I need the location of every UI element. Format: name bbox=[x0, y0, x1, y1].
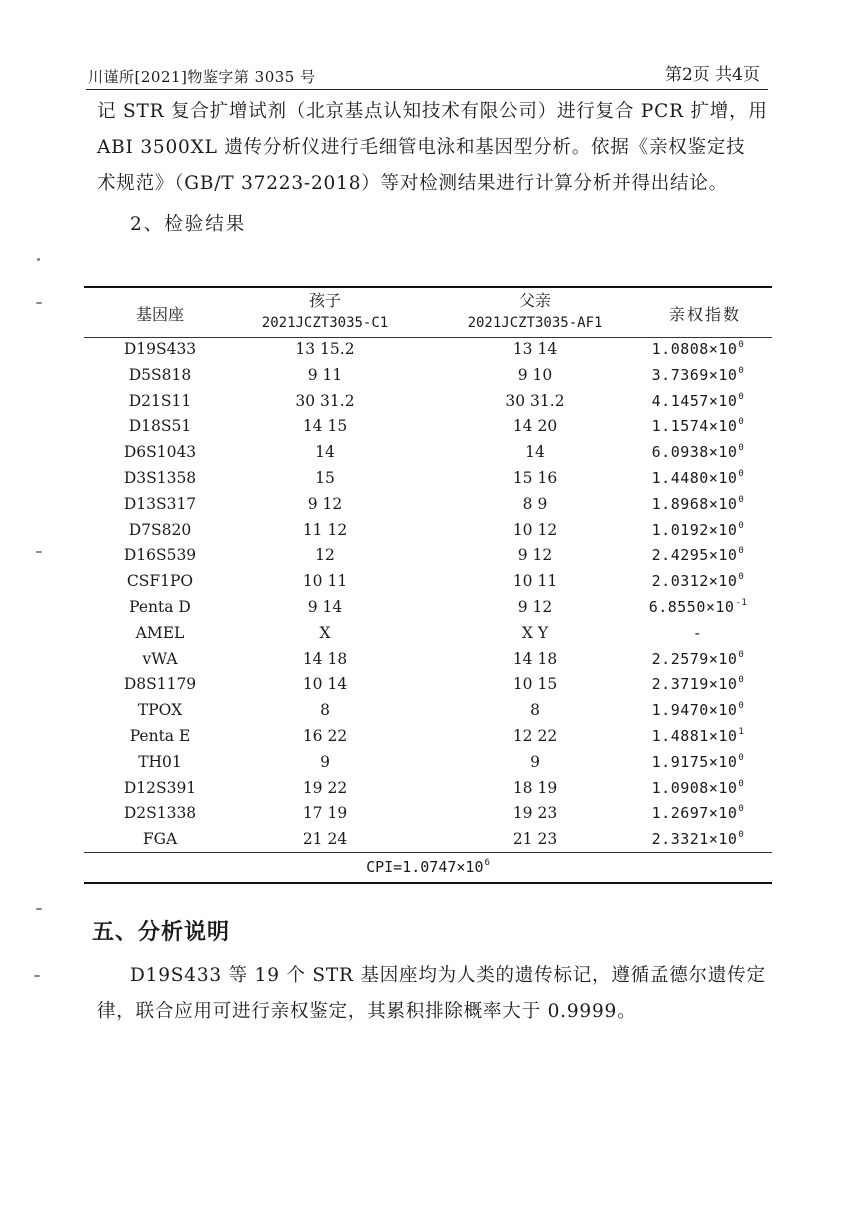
table-row bbox=[84, 672, 772, 698]
child-alleles-cell: X bbox=[319, 623, 331, 642]
father-alleles-cell: 9 12 bbox=[517, 546, 553, 565]
column-header-paternity-index: 亲权指数 bbox=[668, 305, 741, 324]
results-table-body bbox=[84, 337, 772, 853]
locus-cell: TH01 bbox=[138, 752, 182, 771]
methods-line-2: ABI 3500XL 遗传分析仪进行毛细管电泳和基因型分析。依据《亲权鉴定技 bbox=[97, 137, 746, 158]
father-alleles-cell: 14 18 bbox=[512, 649, 558, 668]
father-alleles-cell: 9 12 bbox=[517, 597, 553, 616]
paternity-index-cell: - bbox=[692, 623, 703, 642]
scan-speck bbox=[37, 258, 40, 261]
child-alleles-cell: 21 24 bbox=[302, 830, 348, 849]
locus-cell: D7S820 bbox=[128, 520, 192, 539]
paternity-index-cell: $6.8550\times 10^{-1}$ bbox=[648, 597, 748, 616]
column-header-child bbox=[250, 290, 400, 334]
father-alleles-cell: 10 11 bbox=[512, 572, 558, 591]
results-subheading: 2、检验结果 bbox=[130, 214, 247, 235]
table-row bbox=[84, 827, 772, 853]
table-row bbox=[84, 466, 772, 492]
scan-speck bbox=[36, 302, 42, 304]
table-row bbox=[84, 621, 772, 647]
table-row bbox=[84, 569, 772, 595]
table-row bbox=[84, 595, 772, 621]
father-alleles-cell: 13 14 bbox=[512, 340, 558, 358]
child-alleles-cell: 17 19 bbox=[302, 804, 348, 823]
locus-cell: D8S1179 bbox=[123, 675, 197, 694]
analysis-line-1: D19S433 等 19 个 STR 基因座均为人类的遗传标记，遵循孟德尔遗传定 bbox=[130, 965, 766, 986]
table-row bbox=[84, 363, 772, 389]
father-alleles-cell: 9 10 bbox=[517, 365, 553, 384]
paternity-index-cell: $1.1574\times 10^0$ bbox=[651, 417, 745, 436]
paternity-index-cell: $1.2697\times 10^0$ bbox=[651, 804, 745, 823]
column-header-locus: 基因座 bbox=[135, 305, 184, 324]
table-row bbox=[84, 337, 772, 363]
paternity-index-cell: $2.0312\times 10^0$ bbox=[651, 572, 745, 591]
child-alleles-cell: 14 18 bbox=[302, 649, 348, 668]
scan-speck bbox=[36, 908, 42, 910]
father-alleles-cell: 14 bbox=[525, 443, 545, 462]
table-row bbox=[84, 492, 772, 518]
table-row bbox=[84, 440, 772, 466]
father-alleles-cell: 19 23 bbox=[512, 804, 558, 823]
child-alleles-cell: 15 bbox=[315, 468, 335, 487]
locus-cell: D12S391 bbox=[123, 778, 197, 797]
paternity-index-cell: $1.0808\times 10^0$ bbox=[651, 340, 745, 358]
document-number: 川谨所[2021]物鉴字第 3035 号 bbox=[88, 68, 316, 86]
table-row bbox=[84, 543, 772, 569]
locus-cell: Penta E bbox=[129, 726, 191, 745]
locus-cell: D6S1043 bbox=[123, 443, 197, 462]
locus-cell: AMEL bbox=[135, 623, 185, 642]
child-alleles-cell: 9 12 bbox=[307, 494, 343, 513]
locus-cell: D2S1338 bbox=[123, 804, 197, 823]
child-alleles-cell: 14 15 bbox=[302, 417, 348, 436]
paternity-index-cell: $1.9470\times 10^0$ bbox=[651, 701, 745, 720]
paternity-index-cell: $1.9175\times 10^0$ bbox=[651, 752, 745, 771]
child-alleles-cell: 9 14 bbox=[307, 597, 343, 616]
paternity-index-cell: $1.0908\times 10^0$ bbox=[651, 778, 745, 797]
methods-line-3: 术规范》（GB/T 37223-2018）等对检测结果进行计算分析并得出结论。 bbox=[97, 173, 728, 194]
paternity-index-cell: $3.7369\times 10^0$ bbox=[651, 365, 745, 384]
table-row bbox=[84, 647, 772, 673]
locus-cell: D19S433 bbox=[123, 340, 197, 358]
analysis-line-2: 律，联合应用可进行亲权鉴定，其累积排除概率大于 0.9999。 bbox=[97, 1001, 637, 1022]
paternity-index-cell: $4.1457\times 10^0$ bbox=[651, 391, 745, 410]
analysis-section-heading: 五、分析说明 bbox=[92, 920, 231, 945]
paternity-index-cell: $2.3321\times 10^0$ bbox=[651, 830, 745, 849]
child-alleles-cell: 8 bbox=[320, 701, 330, 720]
paternity-index-cell: $1.8968\times 10^0$ bbox=[651, 494, 745, 513]
locus-cell: D21S11 bbox=[128, 391, 192, 410]
father-alleles-cell: 18 19 bbox=[512, 778, 558, 797]
father-alleles-cell: 10 12 bbox=[512, 520, 558, 539]
locus-cell: D5S818 bbox=[128, 365, 192, 384]
paternity-index-cell: $2.3719\times 10^0$ bbox=[651, 675, 745, 694]
methods-line-1: 记 STR 复合扩增试剂（北京基点认知技术有限公司）进行复合 PCR 扩增，用 bbox=[97, 101, 768, 122]
paternity-index-cell: $2.2579\times 10^0$ bbox=[651, 649, 745, 668]
table-row bbox=[84, 801, 772, 827]
father-alleles-cell: 10 15 bbox=[512, 675, 558, 694]
child-alleles-cell: 10 14 bbox=[302, 675, 348, 694]
child-alleles-cell: 9 bbox=[320, 752, 330, 771]
table-row bbox=[84, 776, 772, 802]
father-alleles-cell: 8 9 bbox=[522, 494, 548, 513]
father-alleles-cell: 21 23 bbox=[512, 830, 558, 849]
table-bottom-rule bbox=[84, 882, 772, 884]
table-row bbox=[84, 724, 772, 750]
table-row bbox=[84, 518, 772, 544]
table-row bbox=[84, 414, 772, 440]
child-alleles-cell: 9 11 bbox=[307, 365, 343, 384]
child-role-label: 孩子 bbox=[308, 291, 341, 310]
locus-cell: D13S317 bbox=[123, 494, 197, 513]
father-alleles-cell: X Y bbox=[521, 623, 549, 642]
table-row bbox=[84, 750, 772, 776]
paternity-index-cell: $6.0938\times 10^0$ bbox=[651, 443, 745, 462]
locus-cell: CSF1PO bbox=[126, 572, 194, 591]
locus-cell: Penta D bbox=[129, 597, 191, 616]
child-alleles-cell: 30 31.2 bbox=[295, 391, 355, 410]
header-divider bbox=[86, 89, 768, 90]
child-alleles-cell: 10 11 bbox=[302, 572, 348, 591]
father-alleles-cell: 8 bbox=[530, 701, 540, 720]
child-alleles-cell: 12 bbox=[315, 546, 335, 565]
child-alleles-cell: 14 bbox=[315, 443, 335, 462]
father-sample-id: 2021JCZT3035-AF1 bbox=[467, 315, 603, 331]
locus-cell: D16S539 bbox=[123, 546, 197, 565]
father-alleles-cell: 30 31.2 bbox=[505, 391, 565, 410]
paternity-index-cell: $1.4480\times 10^0$ bbox=[651, 468, 745, 487]
father-alleles-cell: 14 20 bbox=[512, 417, 558, 436]
locus-cell: D3S1358 bbox=[123, 468, 197, 487]
locus-cell: D18S51 bbox=[128, 417, 192, 436]
child-alleles-cell: 19 22 bbox=[302, 778, 348, 797]
scan-speck bbox=[36, 551, 42, 553]
table-top-rule bbox=[84, 286, 772, 288]
page-indicator: 第2页 共4页 bbox=[664, 65, 760, 85]
father-alleles-cell: 9 bbox=[530, 752, 540, 771]
combined-paternity-index: $CPI=1.0747\times 10^6$ bbox=[366, 858, 490, 876]
father-role-label: 父亲 bbox=[518, 291, 551, 310]
locus-cell: FGA bbox=[142, 830, 178, 849]
table-row bbox=[84, 389, 772, 415]
father-alleles-cell: 12 22 bbox=[512, 726, 558, 745]
locus-cell: TPOX bbox=[137, 701, 183, 720]
locus-cell: vWA bbox=[142, 649, 178, 668]
paternity-index-cell: $2.4295\times 10^0$ bbox=[651, 546, 745, 565]
table-row bbox=[84, 698, 772, 724]
paternity-index-cell: $1.4881\times 10^1$ bbox=[651, 726, 745, 745]
scan-speck bbox=[34, 975, 40, 977]
child-sample-id: 2021JCZT3035-C1 bbox=[261, 315, 389, 331]
child-alleles-cell: 13 15.2 bbox=[295, 340, 355, 358]
father-alleles-cell: 15 16 bbox=[512, 468, 558, 487]
column-header-father bbox=[445, 290, 625, 334]
child-alleles-cell: 11 12 bbox=[302, 520, 348, 539]
child-alleles-cell: 16 22 bbox=[302, 726, 348, 745]
paternity-index-cell: $1.0192\times 10^0$ bbox=[651, 520, 745, 539]
